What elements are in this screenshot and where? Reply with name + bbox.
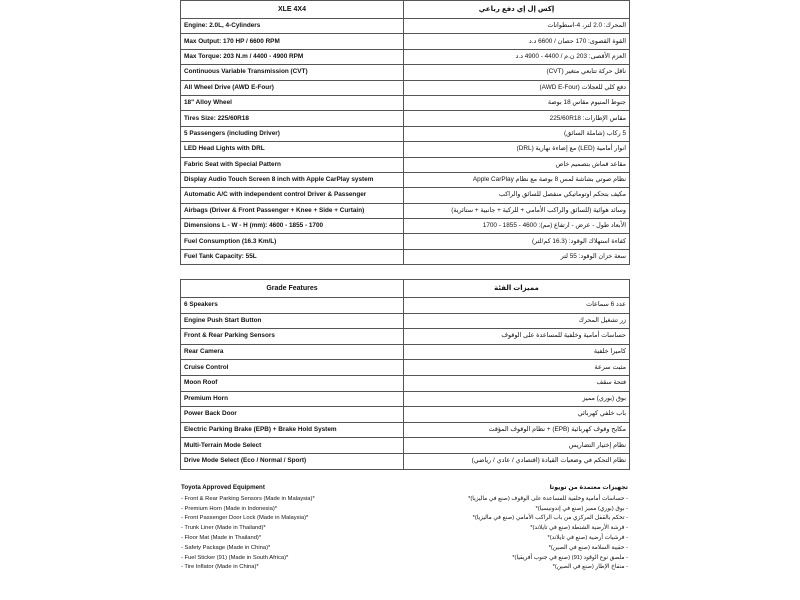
grade-row-en: Moon Roof <box>181 375 404 391</box>
equipment-item-en: - Floor Mat (Made in Thailand)* <box>181 534 262 541</box>
spec-row <box>181 203 630 218</box>
specifications-table <box>180 0 630 265</box>
spec-row-ar: المحرك: 2.0 لتر، 4-اسطوانات <box>404 19 630 34</box>
grade-row <box>181 422 630 438</box>
spec-row <box>181 111 630 126</box>
grade-row-ar: حساسات أمامية وخلفية للمساعدة على الوقوف <box>404 329 630 345</box>
spec-row <box>181 49 630 64</box>
spec-row-ar: الأبعاد طول - عرض - ارتفاع (مم): 4600 - 1855 - 1700 <box>404 219 630 234</box>
approved-equipment-ar <box>420 483 628 573</box>
spec-row-ar: ناقل حركة تتابعي متغير (CVT) <box>404 65 630 80</box>
grade-header-row <box>181 280 630 298</box>
grade-row-ar: عدد 6 سماعات <box>404 298 630 314</box>
spec-row <box>181 219 630 234</box>
grade-row <box>181 313 630 329</box>
grade-row-ar: بوق (بوري) مميز <box>404 391 630 407</box>
spec-row-ar: انوار أمامية (LED) مع إضاءة نهارية (DRL) <box>404 142 630 157</box>
spec-row-ar: مقاعد قماش بتصميم خاص <box>404 157 630 172</box>
spec-row <box>181 142 630 157</box>
grade-row <box>181 329 630 345</box>
grade-row <box>181 344 630 360</box>
spec-header-ar: إكس إل إي دفع رباعي <box>404 1 630 19</box>
spec-row-en: Continuous Variable Transmission (CVT) <box>181 65 404 80</box>
equipment-item-ar: - بوق (بوري) مميز (صنع في إندونيسيا)* <box>535 505 628 512</box>
spec-row-en: Fuel Consumption (16.3 Km/L) <box>181 234 404 249</box>
spec-row <box>181 80 630 95</box>
spec-row-ar: كفاءة استهلاك الوقود: (16.3 كم/لتر) <box>404 234 630 249</box>
equipment-item-en: - Fuel Sticker (91) (Made in South Africa)* <box>181 554 289 561</box>
grade-row-ar: مثبت سرعة <box>404 360 630 376</box>
grade-row-en: Cruise Control <box>181 360 404 376</box>
spec-row-en: Fuel Tank Capacity: 55L <box>181 249 404 264</box>
approved-equipment-en <box>181 483 421 573</box>
spec-row <box>181 172 630 187</box>
grade-row <box>181 391 630 407</box>
spec-row-ar: 5 ركاب (شاملة السائق) <box>404 126 630 141</box>
grade-row-ar: كاميرا خلفية <box>404 344 630 360</box>
grade-row-en: Multi-Terrain Mode Select <box>181 438 404 454</box>
grade-row <box>181 375 630 391</box>
grade-row-en: Power Back Door <box>181 407 404 423</box>
equipment-item-en: - Front Passenger Door Lock (Made in Malaysia)* <box>181 515 309 522</box>
grade-row-en: Premium Horn <box>181 391 404 407</box>
grade-row-en: Engine Push Start Button <box>181 313 404 329</box>
equipment-item-en: - Tire Inflator (Made in China)* <box>181 564 259 571</box>
grade-row-en: Electric Parking Brake (EPB) + Brake Hold System <box>181 422 404 438</box>
spec-row <box>181 34 630 49</box>
spec-row <box>181 65 630 80</box>
spec-row <box>181 19 630 34</box>
grade-row-en: Drive Mode Select (Eco / Normal / Sport) <box>181 453 404 469</box>
spec-row-en: 5 Passengers (including Driver) <box>181 126 404 141</box>
spec-row <box>181 95 630 110</box>
spec-row-en: Tires Size: 225/60R18 <box>181 111 404 126</box>
spec-row-en: Max Output: 170 HP / 6600 RPM <box>181 34 404 49</box>
spec-row-ar: جنوط المنيوم مقاس 18 بوصة <box>404 95 630 110</box>
spec-row-en: Max Torque: 203 N.m / 4400 - 4900 RPM <box>181 49 404 64</box>
spec-row-en: Fabric Seat with Special Pattern <box>181 157 404 172</box>
grade-row-en: Front & Rear Parking Sensors <box>181 329 404 345</box>
spec-row-ar: وسائد هوائية (للسائق والراكب الأمامي + للركبة + جانبية + ستائرية) <box>404 203 630 218</box>
spec-row-ar: مقاس الإطارات: 225/60R18 <box>404 111 630 126</box>
grade-row-ar: نظام إختيار التضاريس <box>404 438 630 454</box>
approved-equipment-title-ar: تجهيزات معتمدة من تويوتا <box>549 484 628 491</box>
grade-row-en: 6 Speakers <box>181 298 404 314</box>
spec-row-en: 18" Alloy Wheel <box>181 95 404 110</box>
equipment-item-ar: - حقيبة السلامة (صنع في الصين)* <box>548 544 628 551</box>
equipment-item-ar: - فرشة الأرضية الشنطة (صنع في تايلاند)* <box>530 525 628 532</box>
spec-row-en: Airbags (Driver & Front Passenger + Knee + Side + Curtain) <box>181 203 404 218</box>
grade-row <box>181 407 630 423</box>
spec-row <box>181 157 630 172</box>
spec-row-ar: دفع كلي للعجلات (AWD E-Four) <box>404 80 630 95</box>
equipment-item-ar: - حساسات أمامية وخلفية للمساعدة على الوقوف (صنع في ماليزيا)* <box>468 495 628 502</box>
equipment-item-en: - Front & Rear Parking Sensors (Made in Malaysia)* <box>181 495 315 502</box>
spec-header-en: XLE 4X4 <box>181 1 404 19</box>
grade-row-en: Rear Camera <box>181 344 404 360</box>
equipment-item-en: - Trunk Liner (Made in Thailand)* <box>181 525 266 532</box>
grade-row-ar: مكابح وقوف كهربائية (EPB) + نظام الوقوف المؤقت <box>404 422 630 438</box>
spec-row <box>181 188 630 203</box>
spec-row <box>181 234 630 249</box>
spec-row-en: All Wheel Drive (AWD E-Four) <box>181 80 404 95</box>
equipment-item-ar: - فرشيات أرضية (صنع في تايلاند)* <box>547 534 628 541</box>
spec-row-ar: مكيف بتحكم اوتوماتيكي منفصل للسائق والراكب <box>404 188 630 203</box>
equipment-item-ar: - تحكم بالقفل المركزي من باب الراكب الأمامي (صنع في ماليزيا)* <box>472 515 628 522</box>
approved-equipment-title-en: Toyota Approved Equipment <box>181 484 265 491</box>
grade-row-ar: باب خلفي كهربائي <box>404 407 630 423</box>
spec-row <box>181 249 630 264</box>
grade-header-en: Grade Features <box>181 280 404 298</box>
spec-row-en: Dimensions L - W - H (mm): 4600 - 1855 - 1700 <box>181 219 404 234</box>
equipment-item-en: - Safety Package (Made in China)* <box>181 544 271 551</box>
spec-row-en: Automatic A/C with independent control Driver & Passenger <box>181 188 404 203</box>
spec-row <box>181 126 630 141</box>
spec-row-en: Display Audio Touch Screen 8 inch with Apple CarPlay system <box>181 172 404 187</box>
grade-header-ar: مميزات الفئة <box>404 280 630 298</box>
equipment-item-ar: - منفاخ الإطار (صنع في الصين)* <box>552 564 628 571</box>
spec-header-row <box>181 1 630 19</box>
grade-row <box>181 453 630 469</box>
equipment-item-ar: - ملصق نوع الوقود (91) (صنع في جنوب أفريقيا)* <box>512 554 628 561</box>
grade-row-ar: نظام التحكم في وضعيات القيادة (اقتصادي / عادي / رياضي) <box>404 453 630 469</box>
spec-row-en: Engine: 2.0L, 4-Cylinders <box>181 19 404 34</box>
grade-row-ar: فتحة سقف <box>404 375 630 391</box>
spec-row-en: LED Head Lights with DRL <box>181 142 404 157</box>
spec-row-ar: القوة القصوى: 170 حصان / 6600 د.د <box>404 34 630 49</box>
grade-row <box>181 438 630 454</box>
spec-row-ar: العزم الأقصى: 203 ن.م / 4400 - 4900 د.د <box>404 49 630 64</box>
grade-row <box>181 298 630 314</box>
spec-row-ar: سعة خزان الوقود: 55 لتر <box>404 249 630 264</box>
spec-row-ar: نظام صوتي بشاشة لمس 8 بوصة مع نظام Apple CarPlay <box>404 172 630 187</box>
grade-row-ar: زر تشغيل المحرك <box>404 313 630 329</box>
equipment-item-en: - Premium Horn (Made in Indonesia)* <box>181 505 278 512</box>
grade-row <box>181 360 630 376</box>
grade-features-table <box>180 279 630 470</box>
